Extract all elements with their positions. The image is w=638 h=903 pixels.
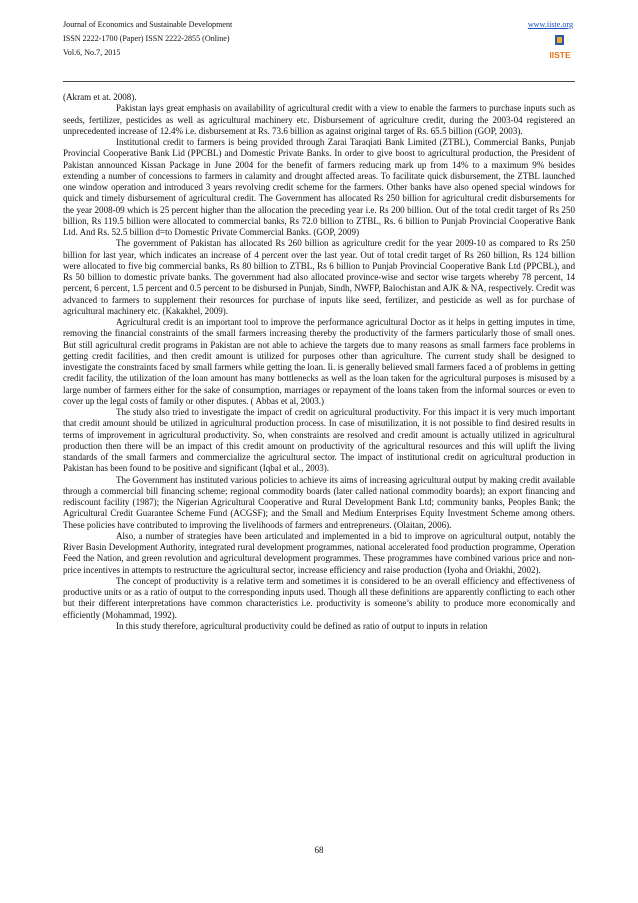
iiste-logo-icon (547, 34, 573, 64)
paragraph: Also, a number of strategies have been articulated and implemented in a bid to improve on agricultural output, notably the River Basin Development Authority, integrated rural development programmes, national accelerated food production programme, Operation Feed the Nation, and green revolution and agricultural development programmes. These programmes have combined various price and non-price incentives in attempts to restructure the agricultural sector, increase efficiency and raise production (Iyoha and Oriakhi, 2002). (63, 530, 575, 575)
paragraph: Agricultural credit is an important tool to improve the performance agricultural Doctor as it helps in getting imputes in time, removing the financial constraints of the small farmers increasing thereby the productivity of the farmers particularly those of small ones. But still agricultural credit programs in Pakistan are not able to achieve the targets due to many reasons as small farmers face problems in getting credit facilities, and then credit amount is utilized for purposes other than agriculture. The current study shall be designed to investigate the constraints faced by small farmers while getting the loan. Ii. is generally believed small farmers faced a of problems in getting credit facility, the utilization of the loan amount has many bottlenecks as well as the loan taken for the agricultural purposes is misused by a large number of farmers either for the sake of consumption, marriages or repayment of the loans taken from the informal sources or even to cover up the legal costs of family or other disputes. ( Abbas et al, 2003.) (63, 317, 575, 406)
article-body (63, 92, 575, 632)
header-rule (63, 81, 575, 82)
svg-text:IISTE: IISTE (549, 50, 571, 60)
volume-line: Vol.6, No.7, 2015 (63, 48, 121, 57)
paragraph: The concept of productivity is a relative term and sometimes it is considered to be an overall efficiency and effectiveness of productive units or as a ratio of output to the corresponding inputs used. Though all these definitions are apparently conflicting to each other but their different interpretations have common characteristics i.e. productivity is someone’s ability to produce more economically and efficiently (Mohammad, 1992). (63, 575, 575, 620)
paragraph: Institutional credit to farmers is being provided through Zarai Taraqiati Bank Limited (ZTBL), Commercial Banks, Punjab Provincial Cooperative Bank Lid (PPCBL) and Domestic Private Banks. In order to give boost to agricultural production, the President of Pakistan announced Kissan Package in June 2004 for the benefit of farmers reducing mark up from 14% to a maximum 9% besides extending a number of concessions to farmers in calamity and drought affected areas. To facilitate quick disbursement, the ZTBL launched one window operation and introduced 3 years revolving credit scheme for the farmers. Other banks have also opened special windows for quick and timely disbursement of agricultural credit. The Government has allocated Rs 250 billion for agricultural credit disbursements for the year 2008-09 which is 25 percent higher than the allocation the preceding year i.e. Rs 200 billion. Out of the total credit target of Rs 250 billion, Rs 119.5 billion were allocated to commercial banks, Rs 72.0 billion to ZTBL, Rs. 6 billion to Punjab Provincial Cooperative Bank Ltd. And Rs. 52.5 billion d=to Domestic Private Commercial Banks. (GOP, 2009) (63, 137, 575, 237)
journal-url-link[interactable]: www.iiste.org (527, 20, 573, 29)
issn-line: ISSN 2222-1700 (Paper) ISSN 2222-2855 (Online) (63, 34, 230, 43)
paragraph: In this study therefore, agricultural productivity could be defined as ratio of output to inputs in relation (116, 620, 488, 631)
paragraph: Pakistan lays great emphasis on availability of agricultural credit with a view to enable the farmers to purchase inputs such as seeds, fertilizer, pesticides as well as agricultural machinery etc. Disbursement of agriculture credit, during the 2003-04 registered an unprecedented increase of 12.4% i.e. disbursement at Rs. 73.6 billion as against original target of Rs. 65.5 billion (GOP, 2003). (63, 103, 575, 136)
paragraph: The government of Pakistan has allocated Rs 260 billion as agriculture credit for the year 2009-10 as compared to Rs 250 billion for last year, which indicates an increase of 4 percent over the last year. Out of total credit target of Rs 260 billion, Rs 124 billion were allocated to five big commercial banks, Rs 80 billion to ZTBL, Rs 6 billion to Punjab Provincial Cooperative Bank Ltd (PPCBL), and Rs 50 billion to domestic private banks. The government had also allocated province-wise and sector wise targets whereby 78 percent, 14 percent, 6 percent, 1.5 percent and 0.5 percent to be disbursed in Punjab, Sindh, NWFP, Balochistan and AJK & NA, respectively. Credit was advanced to farmers to supplement their resources for purchase of inputs like seed, fertilizer, and pesticide as well as for purchase of agricultural machinery etc. (Kakakhel, 2009). (63, 238, 575, 316)
paragraph: The study also tried to investigate the impact of credit on agricultural productivity. For this impact it is very much important that credit amount should be utilized in agricultural production process. In case of misutilization, it is not possible to find desired results in terms of improvement in agricultural productivity. So, when constraints are resolved and credit amount is actually utilized in agricultural production then there will be an impact of this credit amount on productivity of the agricultural resources and this will uplift the living standards of the small farmers and commercialize the agricultural sector. The impact of institutional credit on agricultural production in Pakistan has been found to be positive and significant (Iqbal et al., 2003). (63, 407, 575, 474)
page-number: 68 (314, 845, 324, 855)
journal-name: Journal of Economics and Sustainable Development (63, 20, 233, 29)
paragraph: The Government has instituted various policies to achieve its aims of increasing agricultural output by making credit available through a commercial bill financing scheme; regional commodity boards (later called national commodity boards); an export financing and rediscount facility (1987); the Nigerian Agricultural Cooperative and Rural Development Bank Ltd; community banks, Peoples Bank; the Agricultural Credit Guarantee Scheme Fund (ACGSF); and the Small and Medium Enterprises Equity Investment Scheme among others. These policies have contributed to improving the livelihoods of farmers and entrepreneurs. (Olaitan, 2006). (63, 474, 575, 530)
paragraph: (Akram et at. 2008). (63, 92, 137, 102)
page-header (63, 18, 575, 78)
